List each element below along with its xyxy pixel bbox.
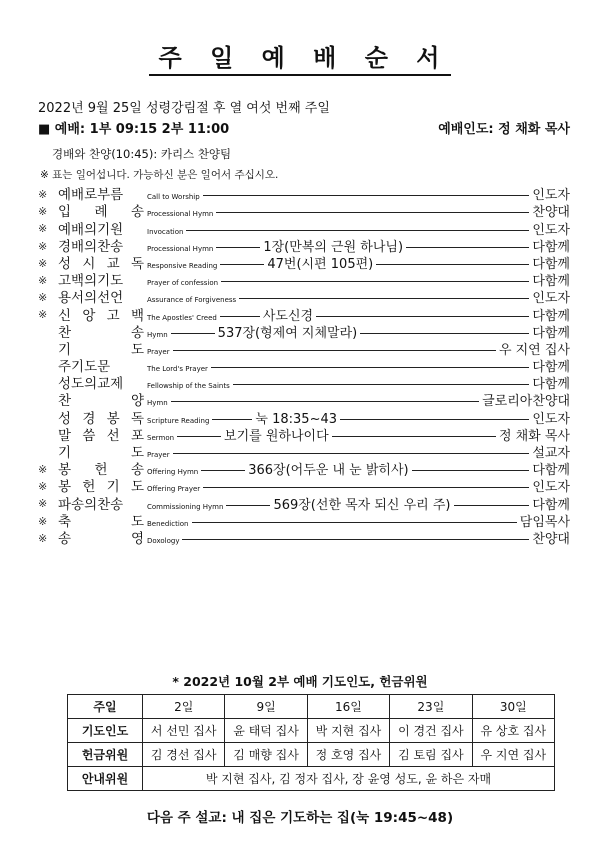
order-item-detail: 보기를 원하나이다 bbox=[224, 428, 329, 444]
leader-line bbox=[171, 401, 479, 402]
standing-mark: ※ bbox=[38, 291, 48, 305]
leader-line bbox=[406, 247, 529, 248]
order-item-english: Benediction bbox=[147, 519, 189, 528]
order-item-name: 찬 송 bbox=[58, 324, 144, 341]
order-item-leader: 다함께 bbox=[532, 463, 570, 479]
table-row bbox=[68, 695, 555, 719]
order-item-name: 입 례 송 bbox=[58, 204, 144, 221]
order-item-leader: 정 채화 목사 bbox=[498, 428, 570, 444]
standing-mark: ※ bbox=[38, 274, 48, 288]
order-item-english: Offering Prayer bbox=[147, 485, 201, 494]
order-item-english: Scripture Reading bbox=[147, 416, 210, 425]
table-header-cell: 23일 bbox=[390, 695, 472, 719]
table-row bbox=[68, 719, 555, 743]
order-item-leader: 인도자 bbox=[532, 188, 570, 204]
order-item-english: Prayer of confession bbox=[147, 279, 219, 288]
table-cell: 윤 태덕 집사 bbox=[225, 719, 307, 743]
worship-leader: 예배인도: 정 채화 목사 bbox=[438, 122, 570, 137]
leader-line bbox=[192, 522, 517, 523]
table-row bbox=[68, 743, 555, 767]
standing-mark: ※ bbox=[38, 497, 48, 511]
table-cell: 박 지현 집사, 김 정자 집사, 장 윤영 성도, 윤 하은 자매 bbox=[143, 767, 555, 791]
order-item-detail: 47번(시편 105편) bbox=[267, 256, 374, 272]
next-sermon: 다음 주 설교: 내 집은 기도하는 집(눅 19:45~48) bbox=[146, 810, 454, 826]
order-item-leader: 다함께 bbox=[532, 497, 570, 513]
leader-line bbox=[360, 333, 529, 334]
leader-line bbox=[220, 264, 264, 265]
standing-mark: ※ bbox=[38, 531, 48, 545]
leader-line bbox=[216, 212, 529, 213]
order-item-name: 주기도문 bbox=[58, 359, 111, 376]
table-row-label: 기도인도 bbox=[68, 719, 143, 743]
order-item-english: Processional Hymn bbox=[147, 210, 214, 219]
leader-line bbox=[376, 264, 529, 265]
table-cell: 김 매향 집사 bbox=[225, 743, 307, 767]
table-cell: 이 경건 집사 bbox=[390, 719, 472, 743]
order-item-english: Call to Worship bbox=[147, 193, 200, 202]
order-item-leader: 인도자 bbox=[532, 291, 570, 307]
order-item-english: The Apostles' Creed bbox=[147, 313, 217, 322]
leader-line bbox=[412, 470, 530, 471]
table-cell: 정 호영 집사 bbox=[307, 743, 389, 767]
order-item-english: The Lord's Prayer bbox=[147, 365, 208, 374]
order-item-name: 기 도 bbox=[58, 445, 144, 461]
order-item-name: 파송의찬송 bbox=[58, 496, 124, 513]
order-item-name: 송 영 bbox=[58, 530, 144, 547]
order-item-name: 말 씀 선 포 bbox=[58, 427, 144, 444]
leader-line bbox=[173, 453, 530, 454]
order-item-english: Hymn bbox=[147, 330, 168, 339]
leader-line bbox=[211, 367, 529, 368]
standing-mark: ※ bbox=[38, 256, 48, 270]
order-item-name: 용서의선언 bbox=[58, 290, 124, 307]
order-item-leader: 다함께 bbox=[532, 239, 570, 255]
leader-line bbox=[203, 195, 530, 196]
order-item-detail: 눅 18:35~43 bbox=[255, 411, 338, 427]
schedule-title: * 2022년 10월 2부 예배 기도인도, 헌금위원 bbox=[172, 674, 428, 689]
table-cell: 김 경선 집사 bbox=[143, 743, 225, 767]
order-item-english: Processional Hymn bbox=[147, 244, 214, 253]
order-item-english: Prayer bbox=[147, 451, 170, 459]
schedule-table bbox=[67, 694, 555, 791]
leader-line bbox=[212, 419, 252, 420]
order-item-english: Responsive Reading bbox=[147, 261, 218, 270]
leader-line bbox=[316, 316, 529, 317]
leader-line bbox=[221, 281, 529, 282]
order-item-detail: 사도신경 bbox=[262, 308, 314, 324]
table-row-label: 안내위원 bbox=[68, 767, 143, 791]
standing-mark: ※ bbox=[38, 514, 48, 528]
order-item-english: Assurance of Forgiveness bbox=[147, 296, 237, 305]
praise-info: 경배와 찬양(10:45): 카리스 찬양팀 bbox=[52, 147, 232, 161]
leader-line bbox=[177, 436, 221, 437]
leader-line bbox=[171, 333, 215, 334]
order-item-english: Prayer bbox=[147, 347, 170, 356]
table-header-cell: 16일 bbox=[307, 695, 389, 719]
order-item-leader: 인도자 bbox=[532, 411, 570, 427]
order-item-leader: 설교자 bbox=[532, 446, 570, 461]
leader-line bbox=[233, 384, 530, 385]
standing-mark: ※ bbox=[38, 205, 48, 219]
order-item-english: Fellowship of the Saints bbox=[147, 382, 230, 391]
order-item-detail: 537장(형제여 지체말라) bbox=[217, 325, 358, 341]
leader-line bbox=[239, 298, 529, 299]
standing-mark: ※ bbox=[38, 239, 48, 253]
order-item-detail: 366장(어두운 내 눈 밝히사) bbox=[248, 463, 409, 479]
table-header-cell: 주일 bbox=[68, 695, 143, 719]
order-item-english: Hymn bbox=[147, 399, 168, 408]
order-item-leader: 다함께 bbox=[532, 308, 570, 324]
leader-line bbox=[220, 316, 260, 317]
standing-mark: ※ bbox=[38, 222, 48, 236]
leader-line bbox=[226, 505, 270, 506]
order-item-english: Commissioning Hymn bbox=[147, 502, 224, 511]
order-item-leader: 담임목사 bbox=[519, 514, 570, 530]
leader-line bbox=[332, 436, 496, 437]
order-item-name: 찬 양 bbox=[58, 393, 144, 410]
worship-order-row bbox=[38, 530, 570, 547]
order-item-name: 봉 헌 송 bbox=[58, 462, 144, 479]
service-date: 2022년 9월 25일 성령강림절 후 열 여섯 번째 주일 bbox=[38, 101, 330, 116]
standing-mark: ※ bbox=[38, 463, 48, 477]
order-item-leader: 인도자 bbox=[532, 480, 570, 496]
table-cell: 김 토림 집사 bbox=[390, 743, 472, 767]
standing-mark: ※ bbox=[38, 480, 48, 494]
table-cell: 서 선민 집사 bbox=[143, 719, 225, 743]
order-item-leader: 다함께 bbox=[532, 256, 570, 272]
table-cell: 우 지연 집사 bbox=[472, 743, 554, 767]
table-header-cell: 30일 bbox=[472, 695, 554, 719]
order-item-leader: 글로리아찬양대 bbox=[482, 394, 570, 410]
page-title: 주 일 예 배 순 서 bbox=[0, 38, 600, 73]
leader-line bbox=[186, 230, 529, 231]
order-item-name: 기 도 bbox=[58, 341, 144, 358]
leader-line bbox=[203, 487, 529, 488]
order-item-name: 성도의교제 bbox=[58, 376, 124, 393]
table-header-cell: 9일 bbox=[225, 695, 307, 719]
order-item-leader: 인도자 bbox=[532, 222, 570, 238]
order-item-leader: 우 지연 집사 bbox=[498, 342, 570, 358]
leader-line bbox=[340, 419, 529, 420]
order-item-name: 예배의기원 bbox=[58, 221, 124, 238]
table-cell: 박 지현 집사 bbox=[307, 719, 389, 743]
order-of-worship bbox=[38, 186, 570, 547]
order-item-detail: 1장(만복의 근원 하나님) bbox=[263, 239, 404, 255]
order-item-name: 성 시 교 독 bbox=[58, 255, 144, 272]
table-cell: 유 상호 집사 bbox=[472, 719, 554, 743]
leader-line bbox=[454, 505, 530, 506]
order-item-name: 신 앙 고 백 bbox=[58, 307, 144, 324]
order-item-english: Sermon bbox=[147, 433, 175, 442]
order-item-name: 경배의찬송 bbox=[58, 238, 124, 255]
order-item-leader: 찬양대 bbox=[532, 205, 570, 221]
order-item-english: Offering Hymn bbox=[147, 468, 199, 477]
order-item-leader: 다함께 bbox=[532, 325, 570, 341]
leader-line bbox=[201, 470, 245, 471]
leader-line bbox=[182, 539, 529, 540]
order-item-leader: 다함께 bbox=[532, 377, 570, 393]
standing-note: ※ 표는 일어섭니다. 가능하신 분은 일어서 주십시오. bbox=[40, 169, 279, 181]
order-item-name: 성 경 봉 독 bbox=[58, 410, 144, 427]
table-row-label: 헌금위원 bbox=[68, 743, 143, 767]
leader-line bbox=[173, 350, 496, 351]
leader-line bbox=[216, 247, 260, 248]
order-item-leader: 다함께 bbox=[532, 360, 570, 376]
order-item-english: Invocation bbox=[147, 227, 184, 236]
standing-mark: ※ bbox=[38, 188, 48, 202]
table-header-cell: 2일 bbox=[143, 695, 225, 719]
order-item-english: Doxology bbox=[147, 536, 180, 545]
order-item-name: 고백의기도 bbox=[58, 273, 124, 290]
order-item-name: 봉 헌 기 도 bbox=[58, 479, 144, 496]
order-item-leader: 다함께 bbox=[532, 274, 570, 290]
order-item-detail: 569장(선한 목자 되신 우리 주) bbox=[273, 497, 451, 513]
table-row bbox=[68, 767, 555, 791]
service-time: ■ 예배: 1부 09:15 2부 11:00 bbox=[38, 122, 230, 137]
order-item-leader: 찬양대 bbox=[532, 531, 570, 547]
standing-mark: ※ bbox=[38, 308, 48, 322]
order-item-name: 예배로부름 bbox=[58, 187, 124, 204]
order-item-name: 축 도 bbox=[58, 513, 144, 530]
